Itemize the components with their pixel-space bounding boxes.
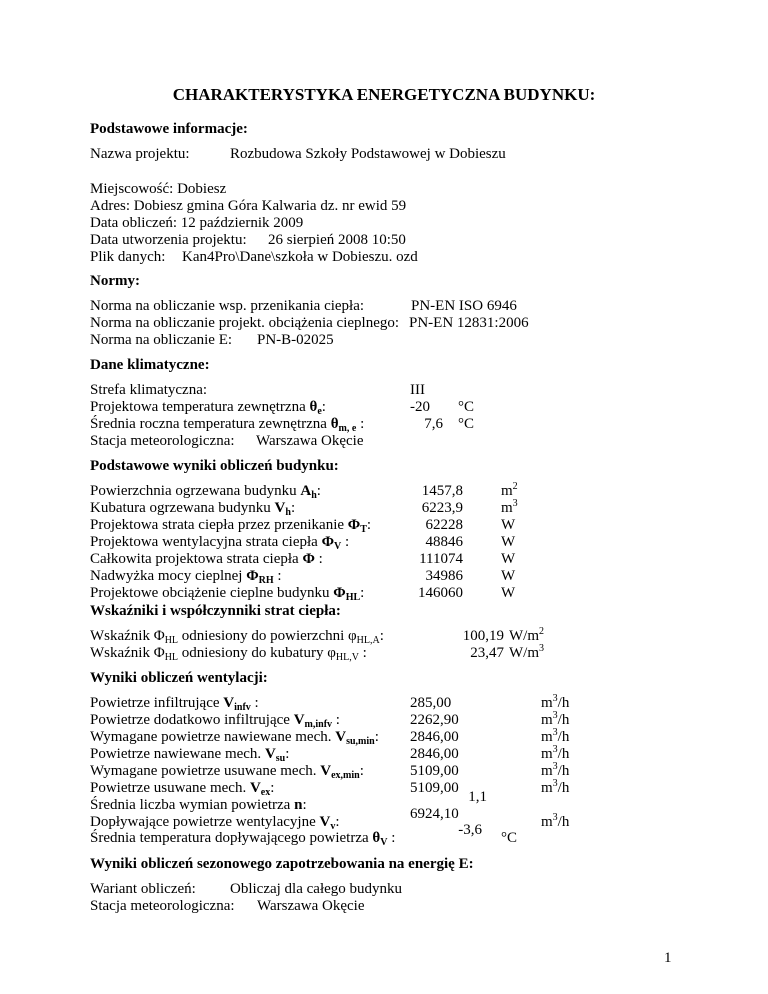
seasonal-station-value: Warszawa Okęcie — [257, 898, 365, 914]
ventilation-value: 5109,00 — [410, 780, 459, 796]
indicator-label: Wskaźnik $\Phi_{HL}$ odniesiony do kubatury $\varphi_{HL,V}$ : — [90, 645, 367, 663]
result-value: 111074 — [419, 551, 463, 567]
ventilation-label: Powietrze dodatkowo infiltrujące $V_{m,infv}$ : — [90, 712, 340, 730]
ventilation-value: 2846,00 — [410, 746, 459, 762]
ventilation-value: 2262,90 — [410, 712, 459, 728]
norm-2-value: PN-EN 12831:2006 — [409, 315, 529, 331]
indicator-label: Wskaźnik $\Phi_{HL}$ odniesiony do powierzchni $\varphi_{HL,A}$: — [90, 628, 384, 646]
variant-value: Obliczaj dla całego budynku — [230, 881, 403, 897]
result-label: Nadwyżka mocy cieplnej $\Phi_{RH}$ : — [90, 568, 282, 586]
norm-3-value: PN-B-02025 — [257, 332, 334, 348]
city-line: Miejscowość: Dobiesz — [90, 181, 227, 197]
design-temp-unit: °C — [458, 399, 475, 415]
ventilation-unit: $m^3/h$ — [541, 693, 570, 711]
supply-temp-label: Średnia temperatura dopływającego powietrza $\theta_V$ : — [90, 830, 396, 848]
basic-info-heading: Podstawowe informacje: — [90, 121, 248, 137]
result-value: 48846 — [425, 534, 463, 550]
page-title: CHARAKTERYSTYKA ENERGETYCZNA BUDYNKU: — [172, 85, 596, 104]
supply-temp-unit: °C — [501, 830, 518, 846]
project-name-label: Nazwa projektu: — [90, 146, 190, 162]
result-unit: $m^3$ — [501, 498, 518, 516]
design-temp-label: Projektowa temperatura zewnętrzna $\theta_e$: — [90, 399, 326, 417]
norm-1-label: Norma na obliczanie wsp. przenikania ciepła: — [90, 298, 365, 314]
norms-heading: Normy: — [90, 273, 140, 289]
variant-label: Wariant obliczeń: — [90, 881, 196, 897]
data-file-value: Kan4Pro\Dane\szkoła w Dobieszu. ozd — [182, 249, 418, 265]
ventilation-label: Wymagane powietrze usuwane mech. $V_{ex,min}$: — [90, 763, 364, 781]
climate-station-label: Stacja meteorologiczna: — [90, 433, 235, 449]
avg-temp-unit: °C — [458, 416, 475, 432]
supply-temp-value: -3,6 — [458, 822, 482, 838]
result-label: Projektowa wentylacyjna strata ciepła $\Phi_V$ : — [90, 534, 350, 552]
ventilation-value: 285,00 — [410, 695, 452, 711]
indicators-heading: Wskaźniki i współczynniki strat ciepła: — [90, 603, 341, 619]
indicator-unit: $W/m^3$ — [509, 643, 544, 661]
result-unit: W — [501, 568, 516, 584]
result-value: 146060 — [418, 585, 463, 601]
result-label: Powierzchnia ogrzewana budynku $A_h$: — [90, 483, 321, 501]
avg-temp-value: 7,6 — [424, 416, 443, 432]
result-unit: W — [501, 517, 516, 533]
ventilation-unit: $m^3/h$ — [541, 778, 570, 796]
created-date-value: 26 sierpień 2008 10:50 — [268, 232, 406, 248]
page-number: 1 — [664, 950, 672, 966]
ventilation-value: 2846,00 — [410, 729, 459, 745]
ventilation-unit: $m^3/h$ — [541, 744, 570, 762]
indicator-value: 100,19 — [462, 628, 504, 644]
result-label: Projektowa strata ciepła przez przenikanie $\Phi_T$: — [90, 517, 372, 535]
result-value: 34986 — [425, 568, 463, 584]
ventilation-unit: $m^3/h$ — [541, 761, 570, 779]
ventilation-label: Powietrze usuwane mech. $V_{ex}$: — [90, 780, 275, 798]
supply-air-label: Dopływające powietrze wentylacyjne $V_v$: — [90, 814, 340, 832]
ventilation-label: Powietrze infiltrujące $V_{infv}$ : — [90, 695, 259, 713]
climate-heading: Dane klimatyczne: — [90, 357, 210, 373]
air-exchange-label: Średnia liczba wymian powietrza n: — [90, 797, 307, 813]
norm-1-value: PN-EN ISO 6946 — [411, 298, 517, 314]
address-line: Adres: Dobiesz gmina Góra Kalwaria dz. nr ewid 59 — [90, 198, 407, 214]
results-heading: Podstawowe wyniki obliczeń budynku: — [90, 458, 339, 474]
result-label: Projektowe obciążenie cieplne budynku $\Phi_{HL}$: — [90, 585, 365, 603]
seasonal-station-label: Stacja meteorologiczna: — [90, 898, 235, 914]
ventilation-label: Powietrze nawiewane mech. $V_{su}$: — [90, 746, 290, 764]
ventilation-unit: $m^3/h$ — [541, 710, 570, 728]
result-unit: W — [501, 551, 516, 567]
result-unit: W — [501, 534, 516, 550]
data-file-label: Plik danych: — [90, 249, 166, 265]
seasonal-heading: Wyniki obliczeń sezonowego zapotrzebowania na energię E: — [90, 856, 474, 872]
project-name-value: Rozbudowa Szkoły Podstawowej w Dobieszu — [230, 146, 506, 162]
result-value: 1457,8 — [421, 483, 463, 499]
result-unit: W — [501, 585, 516, 601]
result-unit: $m^2$ — [501, 481, 518, 499]
norm-2-label: Norma na obliczanie projekt. obciążenia cieplnego: — [90, 315, 400, 331]
created-date-label: Data utworzenia projektu: — [90, 232, 247, 248]
ventilation-heading: Wyniki obliczeń wentylacji: — [90, 670, 268, 686]
climate-zone-label: Strefa klimatyczna: — [90, 382, 208, 398]
norm-3-label: Norma na obliczanie E: — [90, 332, 233, 348]
design-temp-value: -20 — [410, 399, 430, 415]
result-label: Całkowita projektowa strata ciepła Φ : — [90, 551, 323, 567]
indicator-value: 23,47 — [470, 645, 504, 661]
climate-station-value: Warszawa Okęcie — [256, 433, 364, 449]
supply-air-value: 6924,10 — [410, 806, 459, 822]
result-label: Kubatura ogrzewana budynku $V_h$: — [90, 500, 296, 518]
ventilation-label: Wymagane powietrze nawiewane mech. $V_{su,min}$: — [90, 729, 379, 747]
result-value: 6223,9 — [421, 500, 463, 516]
supply-air-unit: $m^3/h$ — [541, 812, 570, 830]
air-exchange-value: 1,1 — [468, 789, 487, 805]
ventilation-value: 5109,00 — [410, 763, 459, 779]
avg-temp-label: Średnia roczna temperatura zewnętrzna $\theta_{m, e}$ : — [90, 416, 365, 434]
result-value: 62228 — [425, 517, 463, 533]
ventilation-unit: $m^3/h$ — [541, 727, 570, 745]
calc-date-line: Data obliczeń: 12 październik 2009 — [90, 215, 304, 231]
climate-zone-value: III — [410, 382, 425, 398]
indicator-unit: $W/m^2$ — [509, 626, 544, 644]
